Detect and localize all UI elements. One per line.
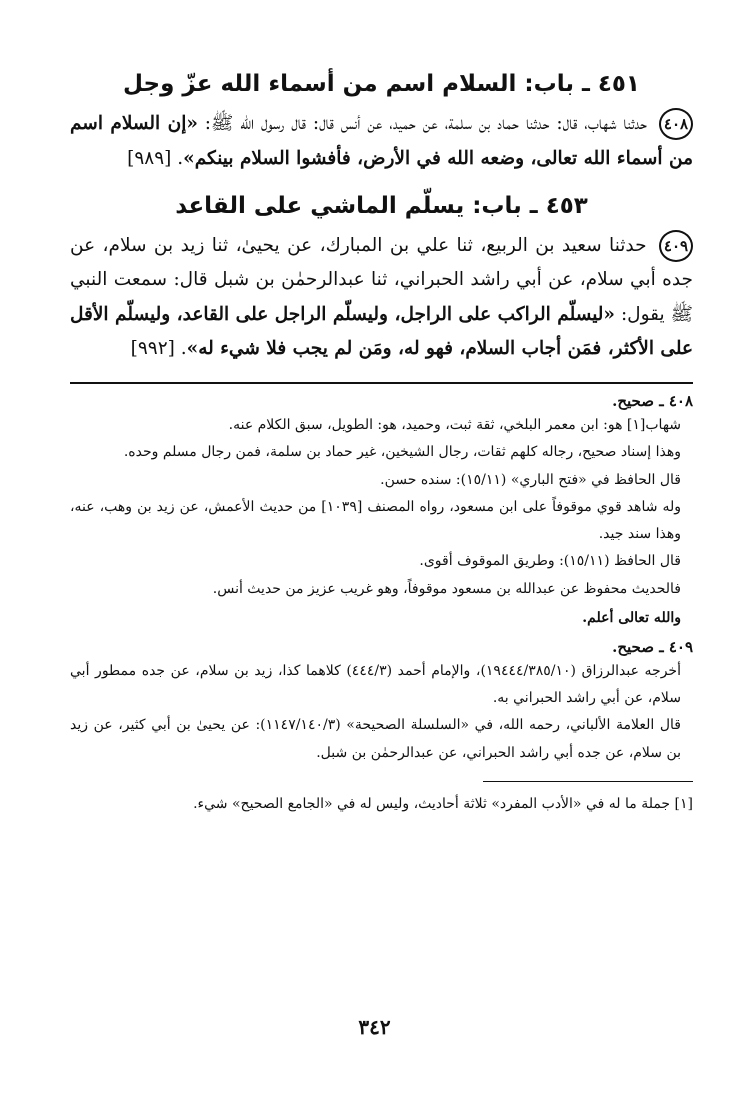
- main-separator: [70, 382, 693, 384]
- hadith-text: «ليسلّم الراكب على الراجل، وليسلّم الراجل على القاعد، وليسلّم الأقل على الأكثر، فمَن أجاب السلام، فهو له، ومَن لم يجب فلا شيء له»: [70, 303, 693, 359]
- note-line: شهاب[١] هو: ابن معمر البلخي، ثقة ثبت، وحميد، هو: الطويل، سبق الكلام عنه.: [228, 417, 681, 433]
- hadith-reference: . [٩٩٢]: [130, 337, 187, 359]
- footnote: [١] جملة ما له في «الأدب المفرد» ثلاثة أحاديث، وليس له في «الجامع الصحيح» شيء.: [193, 795, 693, 812]
- note-closing: والله تعالى أعلم.: [582, 610, 681, 627]
- hadith-chain: حدثنا شهاب، قال: حدثنا حماد بن سلمة، عن حميد، عن أنس قال: قال رسول الله ﷺ:: [197, 113, 654, 135]
- note-line: قال الحافظ في «فتح الباري» (١٥/١١): سنده حسن.: [380, 471, 681, 488]
- note-line: قال الحافظ (١٥/١١): وطريق الموقوف أقوى.: [419, 553, 681, 570]
- hadith-number-badge: ٤٠٩: [659, 230, 693, 262]
- footnote-separator: [483, 781, 693, 782]
- hadith-reference: . [٩٨٩]: [127, 147, 184, 169]
- chapter-heading-451: ٤٥١ ـ باب: السلام اسم من أسماء الله عزّ وجل: [123, 71, 640, 97]
- note-line: فالحديث محفوظ عن عبدالله بن مسعود موقوفاً، وهو غريب عزيز من حديث أنس.: [212, 580, 681, 597]
- note-line: وهذا إسناد صحيح، رجاله كلهم ثقات، رجال الشيخين، غير حماد بن سلمة، فمن رجال مسلم وحده.: [123, 444, 681, 461]
- hadith-408: [70, 107, 693, 175]
- hadith-number-badge: ٤٠٨: [659, 108, 693, 140]
- page-number: ٣٤٢: [358, 1015, 391, 1039]
- hadith-text: «إن السلام اسم من أسماء الله تعالى، وضعه الله في الأرض، فأفشوا السلام بينكم»: [70, 113, 693, 169]
- note-line: أخرجه عبدالرزاق (١٩٤٤٤/٣٨٥/١٠)، والإمام أحمد (٤٤٤/٣) كلاهما كذا، زيد بن سلام، عن جده ممطور أبي سلام، عن أبي راشد الحبراني به.: [70, 662, 681, 706]
- note-409: [70, 638, 693, 767]
- hadith-409: [70, 229, 693, 366]
- note-line: قال العلامة الألباني، رحمه الله، في «السلسلة الصحيحة» (١١٤٧/١٤٠/٣): عن يحيىٰ بن أبي كثير، عن زيد بن سلام، عن جده أبي راشد الحبراني، عن عبدالرحمٰن بن شبل.: [70, 717, 681, 761]
- note-heading: ٤٠٩ ـ صحيح.: [612, 637, 693, 656]
- note-line: وله شاهد قوي موقوفاً على ابن مسعود، رواه المصنف [١٠٣٩] من حديث الأعمش، عن زيد بن وهب، عنه، وهذا سند جيد.: [70, 498, 681, 543]
- note-408: [70, 392, 693, 632]
- hadith-chain: حدثنا سعيد بن الربيع، ثنا علي بن المبارك، عن يحيىٰ، ثنا زيد بن سلام، عن جده أبي سلام، عن أبي راشد الحبراني، ثنا عبدالرحمٰن بن شبل قال: سمعت النبي ﷺ يقول:: [70, 235, 693, 325]
- note-heading: ٤٠٨ ـ صحيح.: [612, 392, 693, 410]
- chapter-heading-453: ٤٥٣ ـ باب: يسلّم الماشي على القاعد: [175, 192, 588, 219]
